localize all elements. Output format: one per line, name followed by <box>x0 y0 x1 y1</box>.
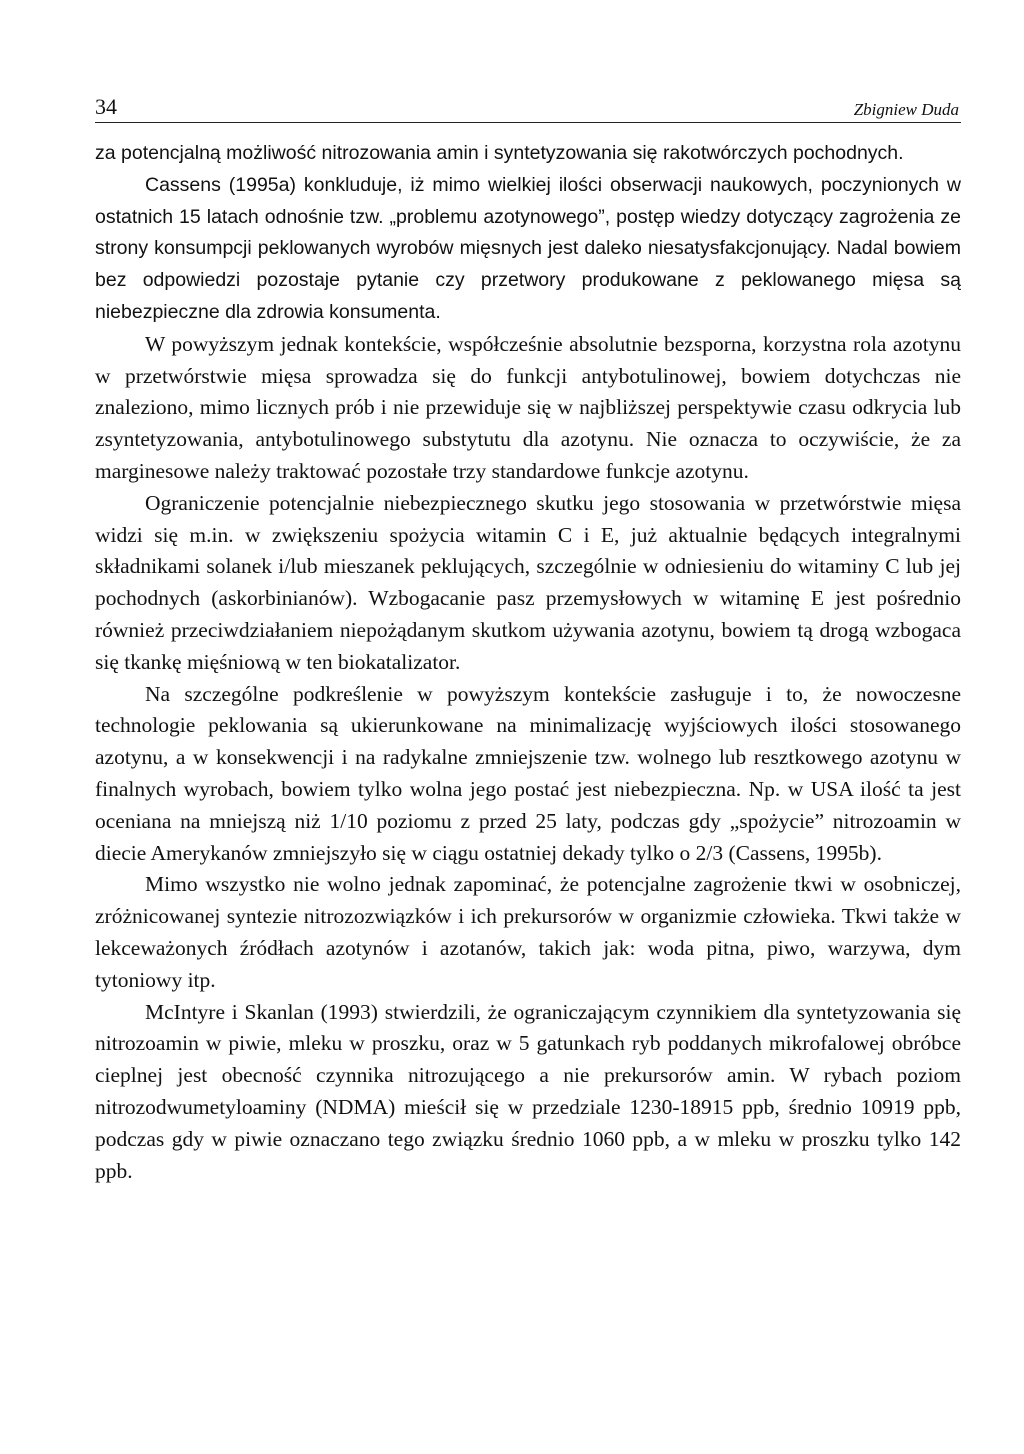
body-text <box>95 138 961 1187</box>
paragraph-4: Ograniczenie potencjalnie niebezpiecznego skutku jego stosowania w przetwórstwie mięsa widzi się m.in. w zwiększeniu spożycia witamin C i E, już aktualnie będących integralnymi składnikami solanek i/lub mieszanek peklujących, szczególnie w odniesieniu do witaminy C lub jej pochodnych (askorbinianów). Wzbogacanie pasz przemysłowych w witaminę E jest pośrednio również przeciwdziałaniem niepożądanym skutkom używania azotynu, bowiem tą drogą wzbogaca się tkankę mięśniową w ten biokatalizator. <box>95 490 961 674</box>
running-head-author: Zbigniew Duda <box>853 100 959 119</box>
paragraph-3: W powyższym jednak kontekście, współcześnie absolutnie bezsporna, korzystna rola azotynu w przetwórstwie mięsa sprowadza się do funkcji antybotulinowej, bowiem dotychczas nie znaleziono, mimo licznych prób i nie przewiduje się w najbliższej perspektywie czasu odkrycia lub zsyntetyzowania, antybotulinowego substytutu dla azotynu. Nie oznacza to oczywiście, że za marginesowe należy traktować pozostałe trzy standardowe funkcje azotynu. <box>95 331 961 483</box>
paragraph-7: McIntyre i Skanlan (1993) stwierdzili, że ograniczającym czynnikiem dla syntetyzowania się nitrozoamin w piwie, mleku w proszku, oraz w 5 gatunkach ryb poddanych mikrofalowej obróbce cieplnej jest obecność czynnika nitrozującego a nie prekursorów amin. W rybach poziom nitrozodwumetyloaminy (NDMA) mieścił się w przedziale 1230-18915 ppb, średnio 10919 ppb, podczas gdy w piwie oznaczano tego związku średnio 1060 ppb, a w mleku w proszku tylko 142 ppb. <box>95 999 961 1183</box>
running-header <box>95 92 961 123</box>
page <box>95 92 961 1187</box>
page-number: 34 <box>95 94 117 119</box>
paragraph-5: Na szczególne podkreślenie w powyższym kontekście zasługuje i to, że nowoczesne technologie peklowania są ukierunkowane na minimalizację wyjściowych ilości stosowanego azotynu, a w konsekwencji i na radykalne zmniejszenie tzw. wolnego lub resztkowego azotynu w finalnych wyrobach, bowiem tylko wolna jego postać jest niebezpieczna. Np. w USA ilość ta jest oceniana na mniejszą niż 1/10 poziomu z przed 25 laty, podczas gdy „spożycie” nitrozoamin w diecie Amerykanów zmniejszyło się w ciągu ostatniej dekady tylko o 2/3 (Cassens, 1995b). <box>95 681 961 865</box>
paragraph-6: Mimo wszystko nie wolno jednak zapominać, że potencjalne zagrożenie tkwi w osobniczej, zróżnicowanej syntezie nitrozozwiązków i ich prekursorów w organizmie człowieka. Tkwi także w lekceważonych źródłach azotynów i azotanów, takich jak: woda pitna, piwo, warzywa, dym tytoniowy itp. <box>95 872 961 992</box>
paragraph-2: Cassens (1995a) konkluduje, iż mimo wielkiej ilości obserwacji naukowych, poczynionych w ostatnich 15 latach odnośnie tzw. „problemu azotynowego”, postęp wiedzy dotyczący zagrożenia ze strony konsumpcji peklowanych wyrobów mięsnych jest daleko niesatysfakcjonujący. Nadal bowiem bez odpowiedzi pozostaje pytanie czy przetwory produkowane z peklowanego mięsa są niebezpieczne dla zdrowia konsumenta. <box>95 173 961 323</box>
paragraph-1: za potencjalną możliwość nitrozowania amin i syntetyzowania się rakotwórczych pochodnych. <box>95 142 904 164</box>
